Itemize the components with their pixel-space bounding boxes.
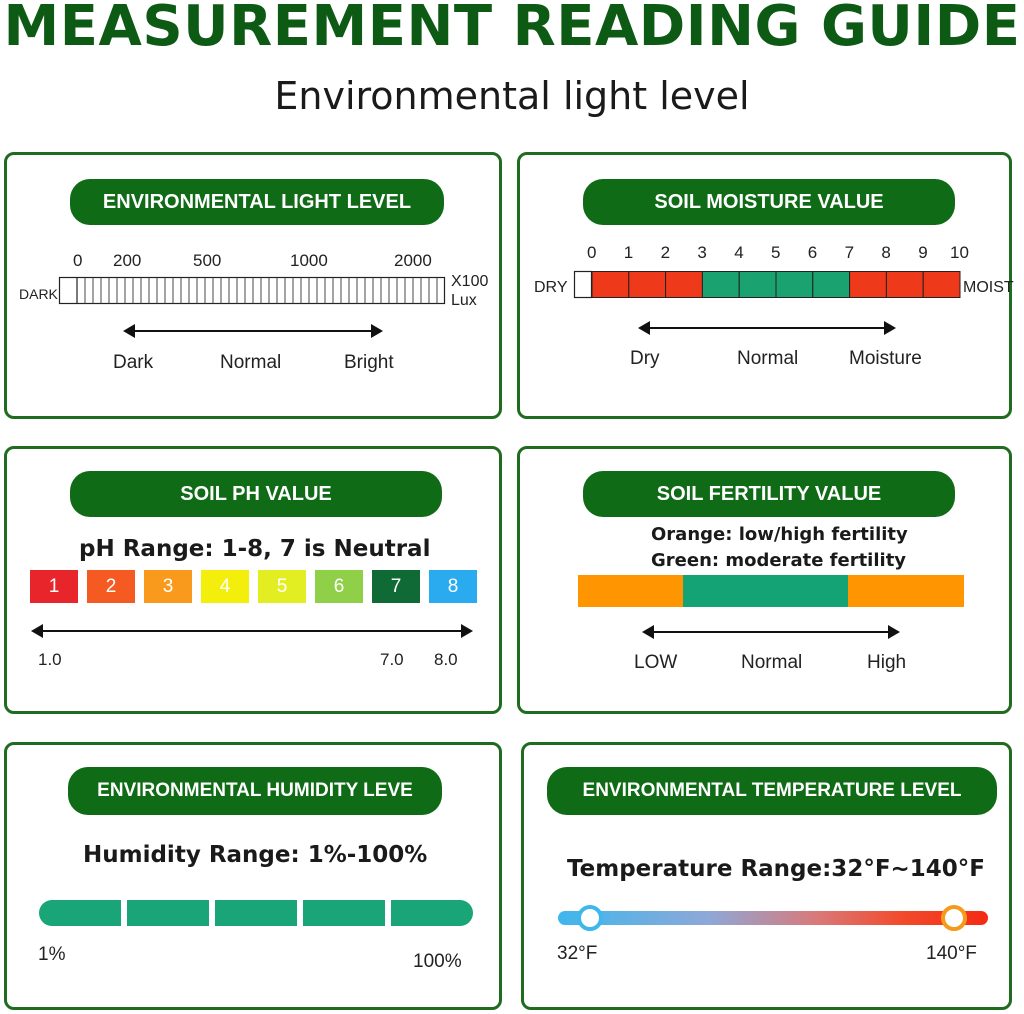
humidity-segment — [303, 900, 385, 926]
moisture-segment — [702, 272, 739, 298]
ph-card — [4, 446, 502, 714]
moisture-dry-label: DRY — [534, 279, 568, 296]
moisture-arrow-label: Moisture — [849, 348, 922, 369]
moisture-card — [517, 152, 1012, 419]
moisture-segment — [592, 272, 629, 298]
humidity-pill: ENVIRONMENTAL HUMIDITY LEVE — [68, 767, 442, 815]
temperature-min-marker — [579, 907, 601, 929]
subtitle: Environmental light level — [274, 74, 750, 118]
ph-box-3: 3 — [144, 570, 192, 603]
fertility-arrow-label: LOW — [634, 652, 678, 673]
fertility-high-segment — [848, 575, 964, 607]
ph-box-1: 1 — [30, 570, 78, 603]
moisture-segment — [666, 272, 703, 298]
moisture-tick-label: 6 — [807, 243, 818, 262]
fertility-low-segment — [578, 575, 683, 607]
light-unit-bottom: Lux — [451, 292, 477, 309]
moisture-segment — [813, 272, 850, 298]
light-tick-label: 500 — [193, 251, 222, 270]
ph-axis-label: 1.0 — [38, 650, 62, 669]
fertility-pill: SOIL FERTILITY VALUE — [583, 471, 955, 517]
moisture-scale — [574, 271, 964, 303]
light-card — [4, 152, 502, 419]
humidity-min-label: 1% — [38, 944, 66, 965]
moisture-tick-label: 1 — [623, 243, 634, 262]
light-tick-label: 2000 — [394, 251, 432, 270]
fertility-arrow — [642, 622, 900, 642]
moisture-tick-label: 8 — [881, 243, 891, 262]
humidity-bar — [39, 900, 473, 926]
humidity-heading: Humidity Range: 1%-100% — [83, 842, 428, 868]
moisture-segment — [886, 272, 923, 298]
moisture-tick-label: 9 — [918, 243, 928, 262]
ph-axis-label: 7.0 — [380, 650, 404, 669]
temperature-heading: Temperature Range:32°F~140°F — [567, 856, 986, 882]
ph-box-6: 6 — [315, 570, 363, 603]
temperature-pill: ENVIRONMENTAL TEMPERATURE LEVEL — [547, 767, 997, 815]
moisture-tick-label: 7 — [844, 243, 855, 262]
humidity-segment — [127, 900, 209, 926]
fertility-note-orange: Orange: low/high fertility — [651, 524, 908, 545]
moisture-segment — [850, 272, 887, 298]
humidity-max-label: 100% — [413, 951, 462, 972]
ph-box-8: 8 — [429, 570, 477, 603]
temperature-min-label: 32°F — [557, 943, 598, 964]
temperature-card — [521, 742, 1012, 1010]
light-tick-label: 1000 — [290, 251, 328, 270]
light-dark-label: DARK — [19, 286, 58, 302]
fertility-note-green: Green: moderate fertility — [651, 550, 907, 571]
humidity-segment — [39, 900, 121, 926]
light-tick-label: 200 — [113, 251, 142, 270]
moisture-segment — [739, 272, 776, 298]
light-arrow — [123, 321, 383, 341]
temperature-bar — [556, 900, 996, 936]
light-arrow-label: Dark — [113, 352, 154, 373]
moisture-tick-label: 2 — [660, 243, 671, 262]
ph-arrow — [31, 621, 473, 641]
moisture-segment — [629, 272, 666, 298]
moisture-tick-label: 10 — [950, 243, 969, 262]
fertility-arrow-label: High — [867, 652, 907, 673]
moisture-moist-label: MOIST — [963, 279, 1014, 296]
temperature-max-marker — [943, 907, 965, 929]
humidity-segment — [215, 900, 297, 926]
fertility-moderate-segment — [683, 575, 848, 607]
ph-scale — [30, 570, 480, 605]
light-arrow-label: Bright — [344, 352, 394, 373]
ph-axis-label: 8.0 — [434, 650, 458, 669]
moisture-tick-labels — [520, 243, 1015, 267]
temperature-max-label: 140°F — [926, 943, 977, 964]
ph-box-7: 7 — [372, 570, 420, 603]
light-scale — [59, 277, 449, 307]
moisture-arrow-label: Normal — [737, 348, 799, 369]
moisture-tick-label: 3 — [697, 243, 707, 262]
moisture-arrow — [638, 318, 896, 338]
light-pill: ENVIRONMENTAL LIGHT LEVEL — [70, 179, 444, 225]
moisture-tick-label: 0 — [587, 243, 597, 262]
humidity-card — [4, 742, 502, 1010]
moisture-arrow-label: Dry — [630, 348, 660, 369]
main-title: MEASUREMENT READING GUIDE — [3, 0, 1021, 59]
light-arrow-label: Normal — [220, 352, 282, 373]
ph-box-4: 4 — [201, 570, 249, 603]
ph-heading: pH Range: 1-8, 7 is Neutral — [79, 536, 431, 562]
humidity-segment — [391, 900, 473, 926]
moisture-tick-label: 5 — [771, 243, 781, 262]
ph-box-5: 5 — [258, 570, 306, 603]
light-tick-label: 0 — [73, 251, 83, 270]
light-unit-top: X100 — [451, 273, 489, 290]
fertility-card — [517, 446, 1012, 714]
moisture-segment — [776, 272, 813, 298]
moisture-segment — [923, 272, 960, 298]
ph-pill: SOIL PH VALUE — [70, 471, 442, 517]
ph-box-2: 2 — [87, 570, 135, 603]
fertility-arrow-label: Normal — [741, 652, 803, 673]
moisture-tick-label: 4 — [734, 243, 744, 262]
fertility-bar — [578, 575, 964, 607]
moisture-pill: SOIL MOISTURE VALUE — [583, 179, 955, 225]
